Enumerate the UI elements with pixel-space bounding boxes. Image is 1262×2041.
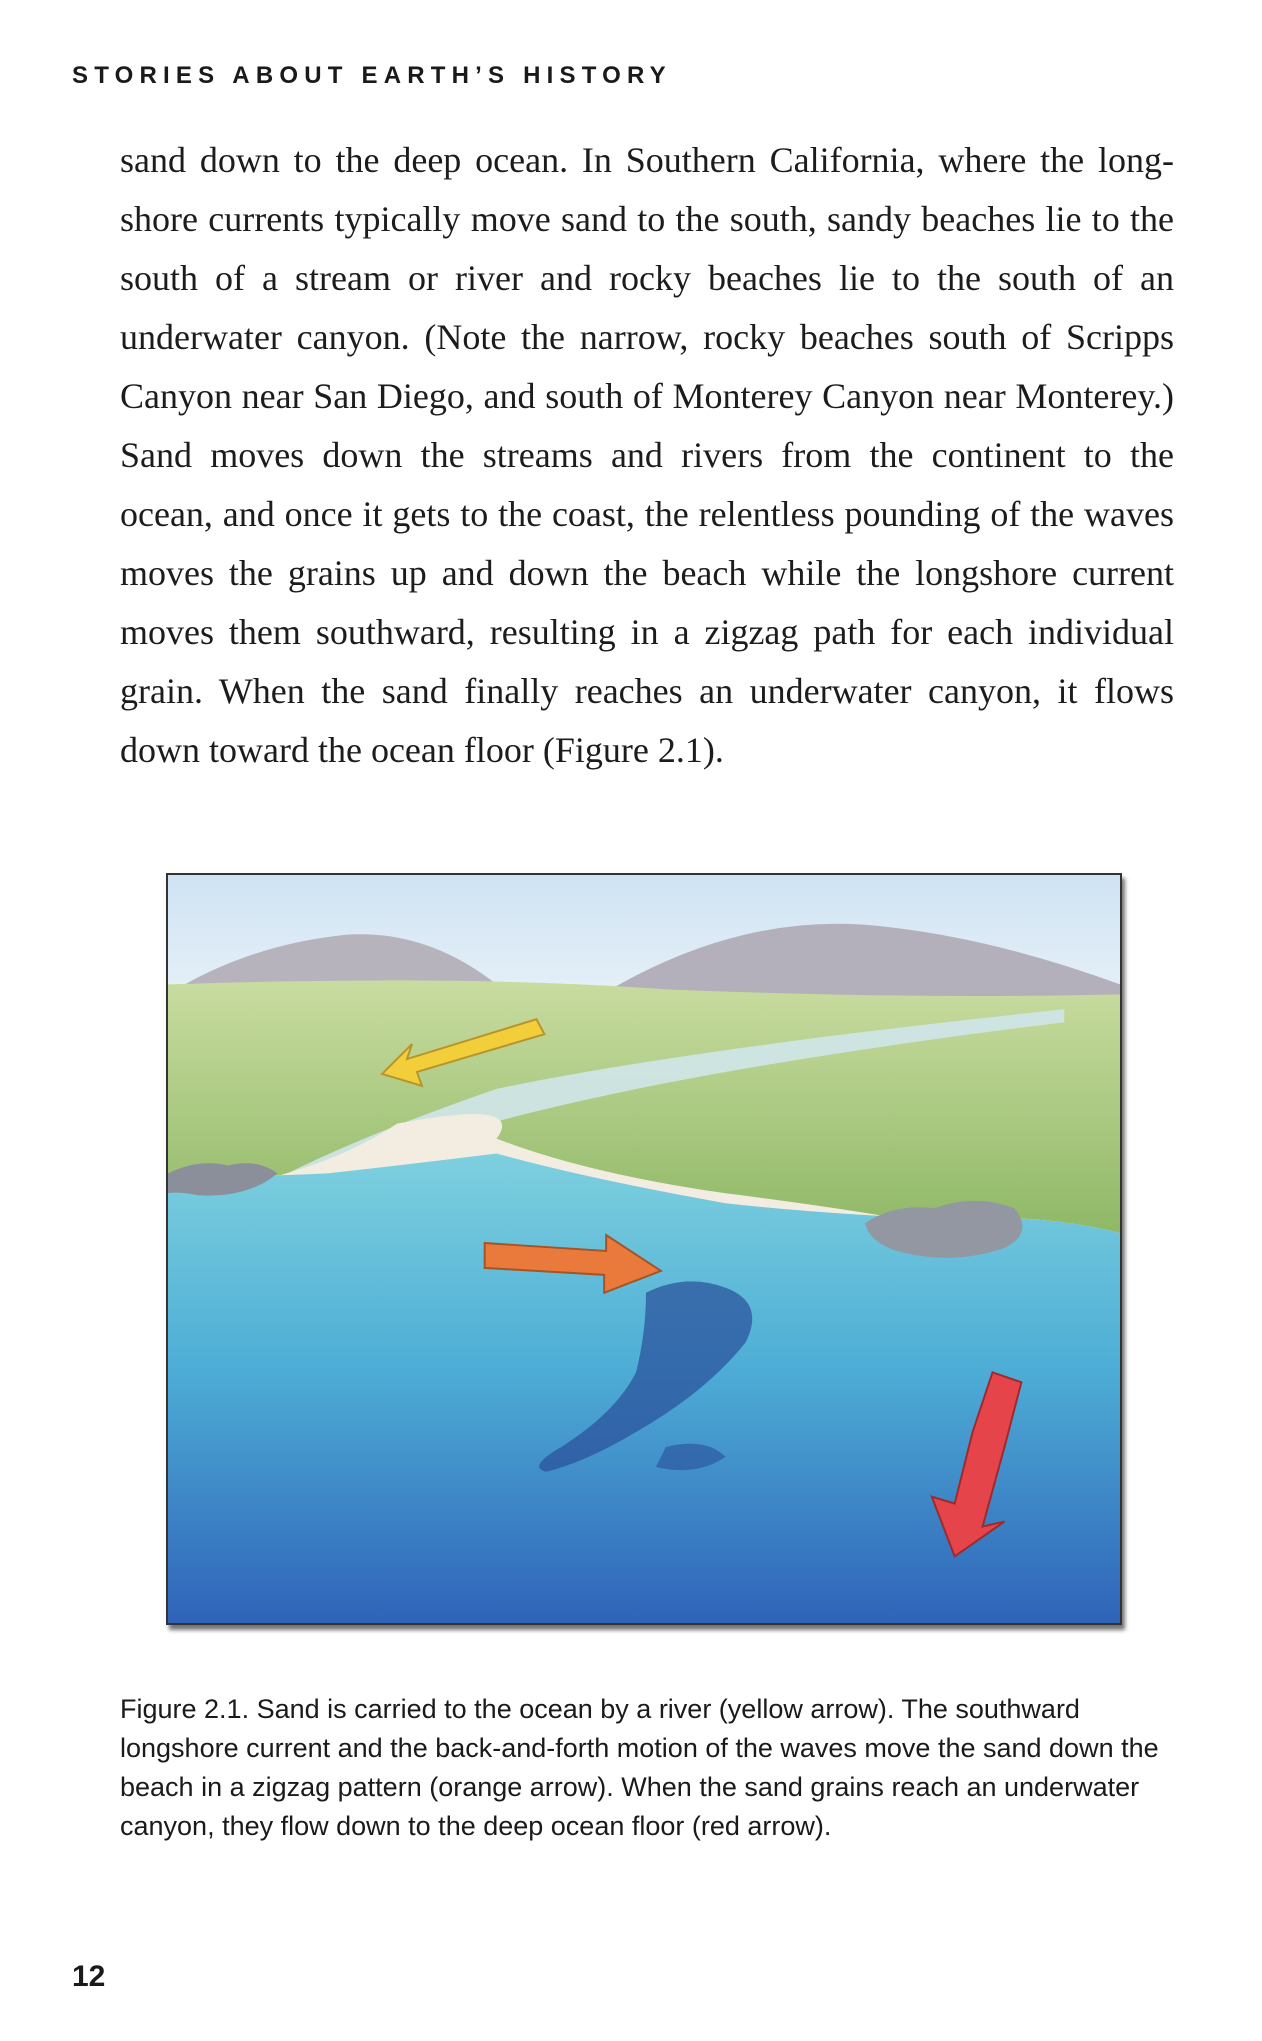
figure-2-1 bbox=[166, 873, 1122, 1625]
running-head: STORIES ABOUT EARTH’S HISTORY bbox=[72, 62, 672, 89]
page-number: 12 bbox=[72, 1960, 106, 1993]
figure-caption: Figure 2.1. Sand is carried to the ocean by a river (yellow arrow). The southward longshore current and the back-and-forth motion of the waves move the sand down the beach in a zigzag pattern (orange arrow). When the sand grains reach an underwater canyon, they flow down to the deep ocean floor (red arrow). bbox=[120, 1694, 1159, 1841]
body-paragraph: sand down to the deep ocean. In Southern California, where the longshore currents typically move sand to the south, sandy beaches lie to the south of a stream or river and rocky beaches lie to the south of an underwater canyon. (Note the narrow, rocky beaches south of Scripps Canyon near San Diego, and south of Monterey Canyon near Monterey.) Sand moves down the streams and rivers from the continent to the ocean, and once it gets to the coast, the relentless pounding of the waves moves the grains up and down the beach while the longshore current moves them southward, resulting in a zigzag path for each individual grain. When the sand finally reaches an underwater canyon, it flows down toward the ocean floor (Figure 2.1). bbox=[120, 140, 1174, 770]
coastal-illustration bbox=[168, 875, 1120, 1623]
